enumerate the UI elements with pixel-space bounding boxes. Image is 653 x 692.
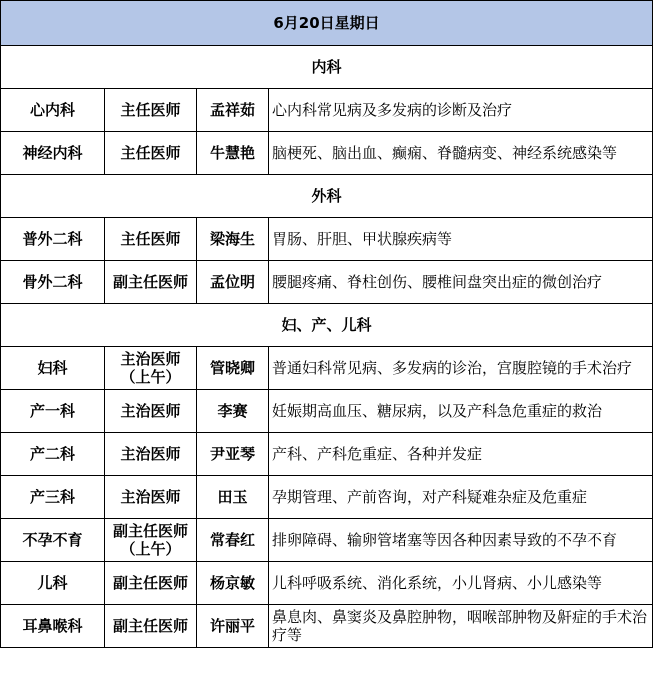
doctor-name-cell: 尹亚琴 xyxy=(197,433,269,476)
doctor-name-cell: 李赛 xyxy=(197,390,269,433)
specialty-cell: 胃肠、肝胆、甲状腺疾病等 xyxy=(269,218,653,261)
specialty-cell: 孕期管理、产前咨询，对产科疑难杂症及危重症 xyxy=(269,476,653,519)
doctor-title-cell: 主任医师 xyxy=(105,132,197,175)
department-cell: 心内科 xyxy=(1,89,105,132)
specialty-cell: 妊娠期高血压、糖尿病，以及产科急危重症的救治 xyxy=(269,390,653,433)
doctor-row xyxy=(1,433,653,476)
date-header: 6月20日星期日 xyxy=(1,1,653,46)
doctor-title-cell: 主任医师 xyxy=(105,218,197,261)
doctor-title-cell: 主任医师 xyxy=(105,89,197,132)
department-cell: 骨外二科 xyxy=(1,261,105,304)
doctor-row xyxy=(1,390,653,433)
section-name: 外科 xyxy=(1,175,653,218)
specialty-cell: 鼻息肉、鼻窦炎及鼻腔肿物，咽喉部肿物及鼾症的手术治疗等 xyxy=(269,605,653,648)
department-cell: 儿科 xyxy=(1,562,105,605)
section-name: 内科 xyxy=(1,46,653,89)
doctor-name-cell: 田玉 xyxy=(197,476,269,519)
doctor-title-cell: 副主任医师（上午） xyxy=(105,519,197,562)
department-cell: 不孕不育 xyxy=(1,519,105,562)
doctor-title-cell: 副主任医师 xyxy=(105,261,197,304)
doctor-row xyxy=(1,562,653,605)
specialty-cell: 儿科呼吸系统、消化系统，小儿肾病、小儿感染等 xyxy=(269,562,653,605)
doctor-row xyxy=(1,89,653,132)
section-header-row xyxy=(1,46,653,89)
doctor-name-cell: 梁海生 xyxy=(197,218,269,261)
department-cell: 产二科 xyxy=(1,433,105,476)
doctor-row xyxy=(1,261,653,304)
specialty-cell: 排卵障碍、输卵管堵塞等因各种因素导致的不孕不育 xyxy=(269,519,653,562)
specialty-cell: 产科、产科危重症、各种并发症 xyxy=(269,433,653,476)
section-header-row xyxy=(1,175,653,218)
doctor-row xyxy=(1,347,653,390)
doctor-name-cell: 管晓卿 xyxy=(197,347,269,390)
doctor-row xyxy=(1,132,653,175)
department-cell: 神经内科 xyxy=(1,132,105,175)
doctor-name-cell: 牛慧艳 xyxy=(197,132,269,175)
doctor-name-cell: 孟位明 xyxy=(197,261,269,304)
doctor-name-cell: 许丽平 xyxy=(197,605,269,648)
department-cell: 普外二科 xyxy=(1,218,105,261)
specialty-cell: 心内科常见病及多发病的诊断及治疗 xyxy=(269,89,653,132)
doctor-row xyxy=(1,605,653,648)
doctor-row xyxy=(1,476,653,519)
doctor-title-cell: 主治医师 xyxy=(105,390,197,433)
doctor-row xyxy=(1,218,653,261)
specialty-cell: 脑梗死、脑出血、癫痫、脊髓病变、神经系统感染等 xyxy=(269,132,653,175)
specialty-cell: 腰腿疼痛、脊柱创伤、腰椎间盘突出症的微创治疗 xyxy=(269,261,653,304)
doctor-name-cell: 孟祥茹 xyxy=(197,89,269,132)
doctor-title-cell: 主治医师 xyxy=(105,433,197,476)
doctor-title-cell: 副主任医师 xyxy=(105,562,197,605)
doctor-title-cell: 主治医师（上午） xyxy=(105,347,197,390)
doctor-name-cell: 杨京敏 xyxy=(197,562,269,605)
specialty-cell: 普通妇科常见病、多发病的诊治，宫腹腔镜的手术治疗 xyxy=(269,347,653,390)
doctor-title-cell: 主治医师 xyxy=(105,476,197,519)
date-header-row xyxy=(1,1,653,46)
doctor-title-cell: 副主任医师 xyxy=(105,605,197,648)
department-cell: 产一科 xyxy=(1,390,105,433)
doctor-name-cell: 常春红 xyxy=(197,519,269,562)
department-cell: 产三科 xyxy=(1,476,105,519)
department-cell: 妇科 xyxy=(1,347,105,390)
section-name: 妇、产、儿科 xyxy=(1,304,653,347)
doctor-row xyxy=(1,519,653,562)
department-cell: 耳鼻喉科 xyxy=(1,605,105,648)
section-header-row xyxy=(1,304,653,347)
